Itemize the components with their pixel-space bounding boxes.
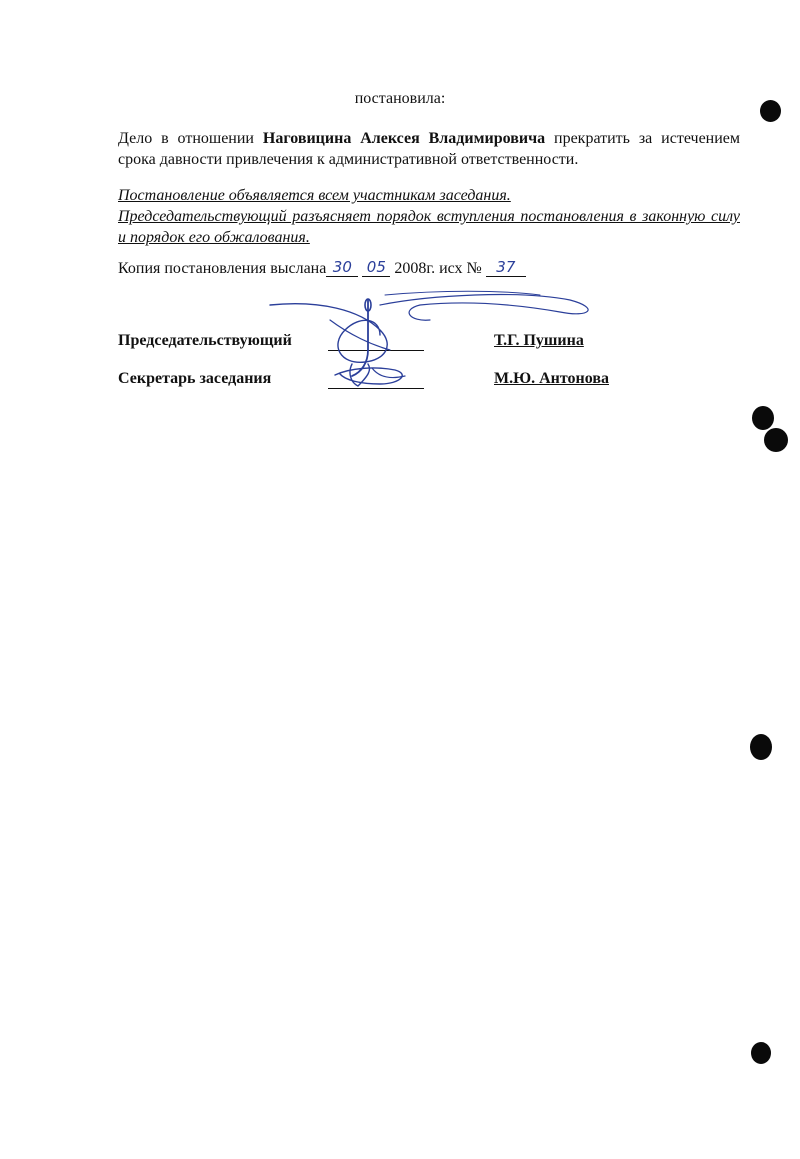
decision-prefix: Дело в отношении [118, 130, 254, 147]
chair-label: Председательствующий [118, 332, 292, 349]
decision-line-2: срока давности привлечения к административной ответственности. [118, 151, 579, 168]
copy-sent-label: Копия постановления выслана [118, 260, 327, 277]
copy-sent-day: 30 [326, 258, 358, 277]
punch-hole [760, 100, 781, 122]
punch-hole [752, 406, 774, 430]
punch-hole [764, 428, 788, 452]
outgoing-number: 37 [486, 258, 526, 277]
copy-sent-year: 2008г. исх № [394, 260, 482, 277]
chair-signature-stroke-5 [385, 291, 540, 295]
chair-signature-stroke-4 [380, 295, 588, 321]
copy-sent-month: 05 [362, 258, 390, 277]
secretary-signature-line [328, 370, 424, 389]
decision-line-1 [118, 128, 740, 149]
decision-suffix: прекратить за истечением [554, 130, 741, 147]
chair-signature-loop [365, 299, 371, 311]
secretary-label: Секретарь заседания [118, 370, 272, 387]
punch-hole [751, 1042, 771, 1064]
section-heading: постановила: [354, 90, 446, 107]
chair-name: Т.Г. Пушина [494, 332, 584, 349]
decision-paragraph [118, 128, 740, 170]
notice-paragraph [118, 185, 740, 248]
notice-line-2: Председательствующий разъясняет порядок вступления постановления в законную силу [118, 208, 740, 225]
defendant-name: Наговицина Алексея Владимировича [262, 130, 546, 147]
secretary-name: М.Ю. Антонова [494, 370, 609, 387]
notice-line-3: и порядок его обжалования. [118, 229, 310, 246]
copy-sent-line [118, 258, 740, 279]
punch-hole [750, 734, 772, 760]
notice-line-1: Постановление объявляется всем участникам заседания. [118, 187, 511, 204]
chair-signature-line [328, 332, 424, 351]
